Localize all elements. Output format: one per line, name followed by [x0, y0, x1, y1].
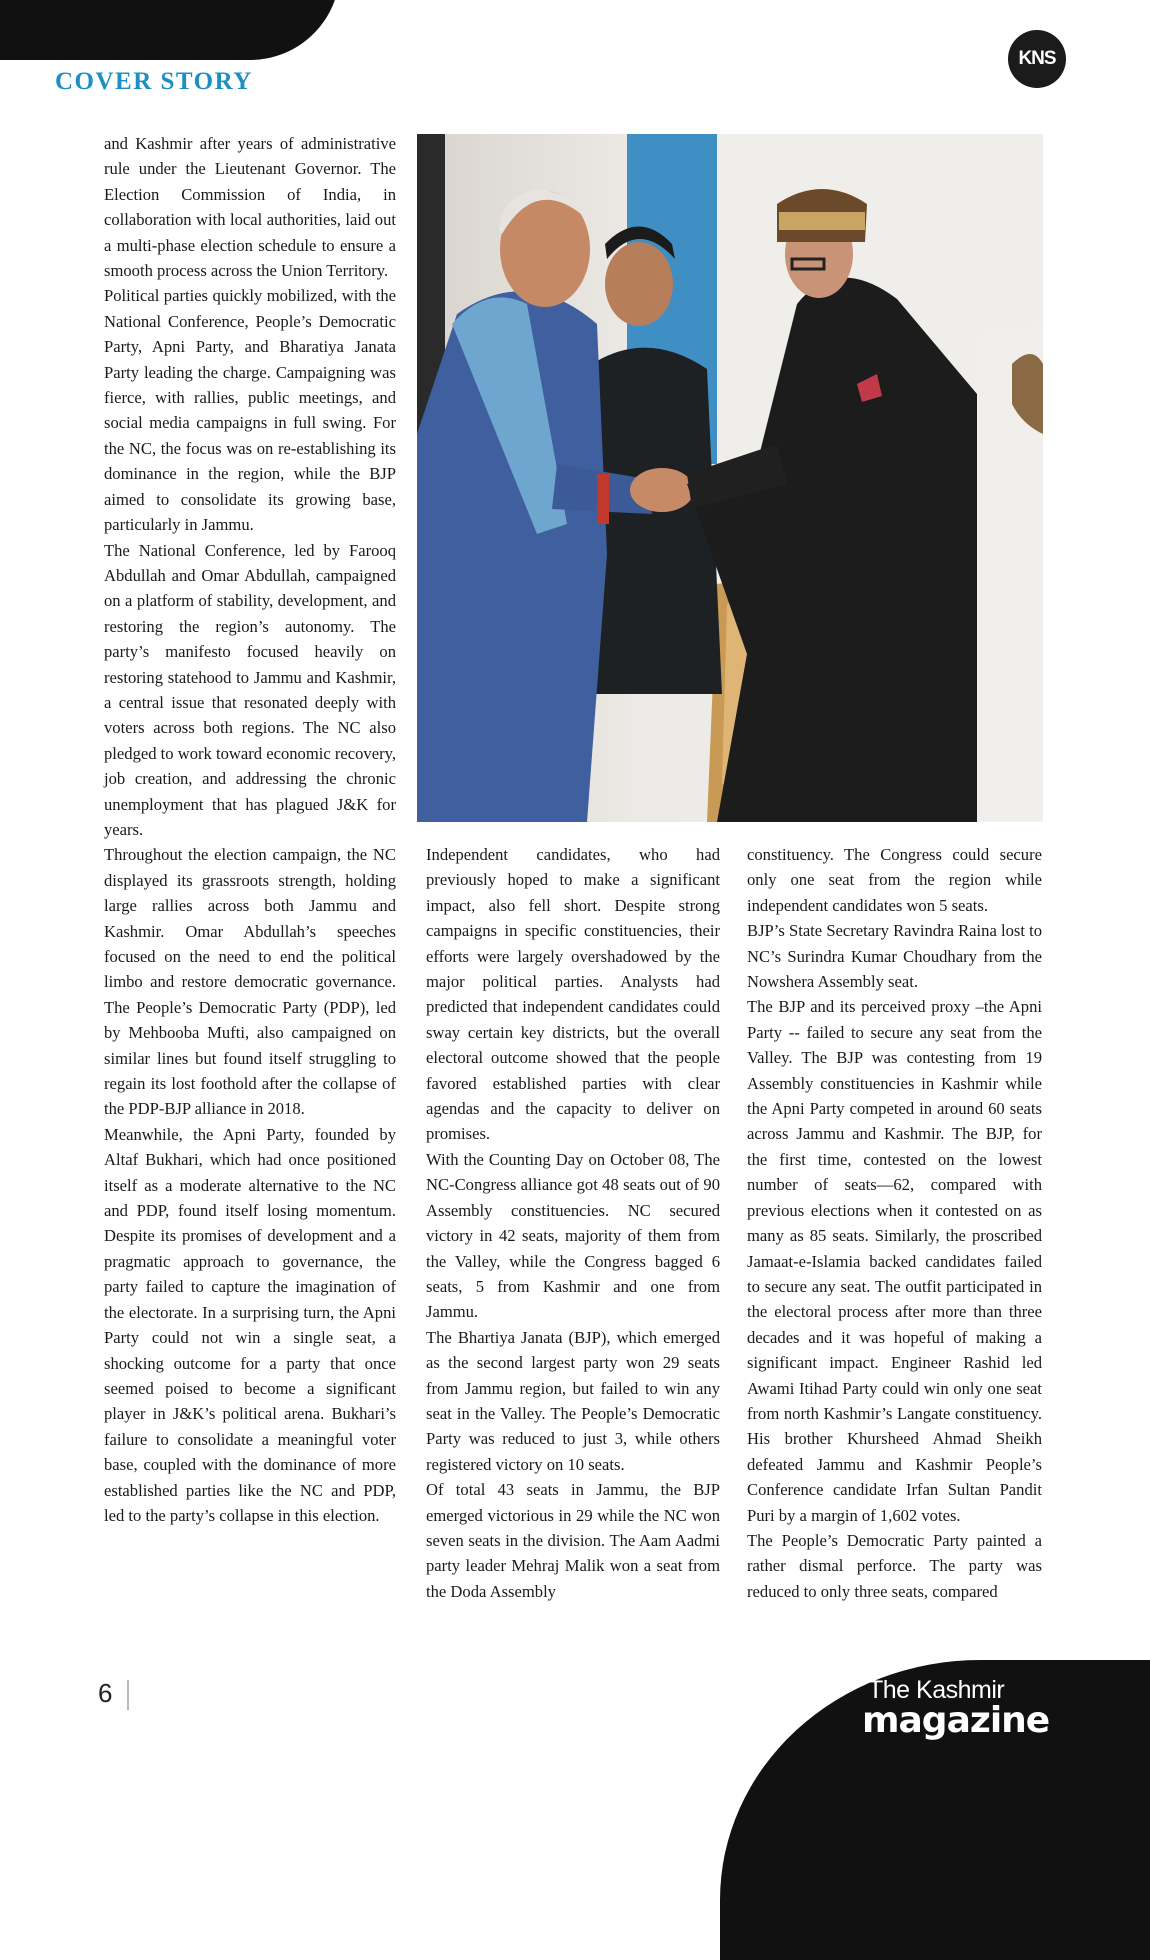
magazine-logo-line1: The Kashmir: [868, 1676, 1005, 1704]
page-number-divider: [127, 1680, 129, 1710]
page-number: 6: [98, 1678, 113, 1708]
paragraph: With the Counting Day on October 08, The NC-Congress alliance got 48 seats out of 90 Assembly constituencies. NC secured victory in 42 seats, majority of them from the Valley, while the Congress bagged 6 seats, 5 from Kashmir and one from Jammu.: [426, 1149, 720, 1322]
paragraph: Political parties quickly mobilized, with the National Conference, People’s Democratic Party, Apni Party, and Bharatiya Janata Party leading the charge. Campaigning was fierce, with rallies, public meetings, and social media campaigns in full swing. For the NC, the focus was on re-establishing its dominance in the region, while the BJP aimed to consolidate its growing base, particularly in Jammu.: [104, 286, 396, 535]
article-column-1: [104, 131, 396, 1528]
handshake-photo: [417, 134, 1043, 822]
paragraph: Of total 43 seats in Jammu, the BJP emerged victorious in 29 while the NC won seven seats in the division. The Aam Aadmi party leader Mehraj Malik won a seat from the Doda Assembly: [426, 1480, 720, 1601]
paragraph: Independent candidates, who had previously hoped to make a significant impact, also fell short. Despite strong campaigns in specific constituencies, their efforts were largely overshadowed by the major political parties. Analysts had predicted that independent candidates could sway certain key districts, but the overall electoral outcome showed that the people favored established parties with clear agendas and the capacity to deliver on promises.: [426, 845, 720, 1144]
section-label: COVER STORY: [55, 68, 253, 95]
article-column-2: [426, 842, 720, 1604]
magazine-logo-line2: magazine: [862, 1700, 1050, 1741]
paragraph: Meanwhile, the Apni Party, founded by Altaf Bukhari, which had once positioned itself as a moderate alternative to the NC and PDP, found itself losing momentum. Despite its promises of development and a pragmatic approach to governance, the party failed to capture the imagination of the electorate. In a surprising turn, the Apni Party could not win a single seat, a shocking outcome for a party that once seemed poised to become a significant player in J&K’s political arena. Bukhari’s failure to consolidate a meaningful voter base, coupled with the dominance of more established parties like the NC and PDP, led to the party’s collapse in this election.: [104, 1124, 396, 1525]
paragraph: and Kashmir after years of administrative rule under the Lieutenant Governor. The Election Commission of India, in collaboration with local authorities, laid out a multi-phase election schedule to ensure a smooth process across the Union Territory.: [104, 134, 396, 281]
paragraph: constituency. The Congress could secure only one seat from the region while independent candidates won 5 seats.: [747, 845, 1042, 915]
handshake-photo-illustration: [417, 134, 1043, 822]
kns-logo-badge: KNS: [1008, 30, 1066, 88]
paragraph: The National Conference, led by Farooq Abdullah and Omar Abdullah, campaigned on a platform of stability, development, and restoring the region’s autonomy. The party’s manifesto focused heavily on restoring statehood to Jammu and Kashmir, a central issue that resonated deeply with voters across both regions. The NC also pledged to work toward economic recovery, job creation, and addressing the chronic unemployment that has plagued J&K for years.: [104, 540, 396, 839]
paragraph: The Bhartiya Janata (BJP), which emerged as the second largest party won 29 seats from Jammu region, but failed to win any seat in the Valley. The People’s Democratic Party was reduced to just 3, while others registered victory on 10 seats.: [426, 1327, 720, 1474]
paragraph: BJP’s State Secretary Ravindra Raina lost to NC’s Surindra Kumar Choudhary from the Nowshera Assembly seat.: [747, 921, 1042, 992]
paragraph: Throughout the election campaign, the NC displayed its grassroots strength, holding large rallies across both Jammu and Kashmir. Omar Abdullah’s speeches focused on the need to end the political limbo and restore democratic governance. The People’s Democratic Party (PDP), led by Mehbooba Mufti, also campaigned on similar lines but found itself struggling to regain its lost foothold after the collapse of the PDP-BJP alliance in 2018.: [104, 845, 396, 1119]
header-tab-shape: [0, 0, 340, 60]
paragraph: The BJP and its perceived proxy –the Apni Party -- failed to secure any seat from the Valley. The BJP was contesting from 19 Assembly constituencies in Kashmir while the Apni Party competed in around 60 seats across Jammu and Kashmir. The BJP, for the first time, contested on the lowest number of seats—62, compared with previous elections when it contested on as many as 85 seats. Similarly, the proscribed Jamaat-e-Islamia backed candidates failed to secure any seat. The outfit participated in the electoral process after more than three decades and it was hopeful of making a significant impact. Engineer Rashid led Awami Itihad Party could win only one seat from north Kashmir’s Langate constituency. His brother Khursheed Ahmad Sheikh defeated Jammu and Kashmir People’s Conference candidate Irfan Sultan Pandit Puri by a margin of 1,602 votes.: [747, 997, 1042, 1525]
article-column-3: [747, 842, 1042, 1604]
paragraph: The People’s Democratic Party painted a rather dismal perforce. The party was reduced to only three seats, compared: [747, 1530, 1042, 1601]
